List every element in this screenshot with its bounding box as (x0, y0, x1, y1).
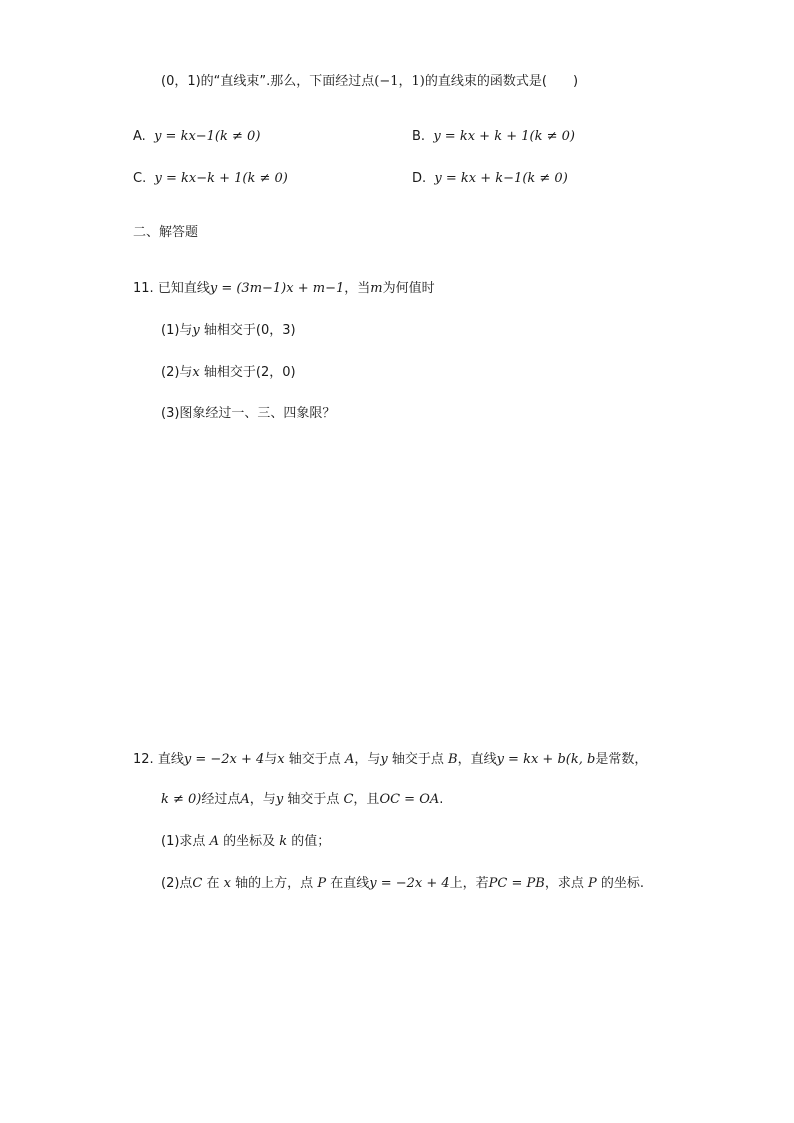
q12-stem-line1: 12. 直线y = −2x + 4与x 轴交于点 A，与y 轴交于点 B，直线y = kx + b(k, b是常数， (133, 752, 648, 767)
q11-stem: 11. 已知直线y = (3m−1)x + m−1，当m为何值时 (133, 281, 435, 296)
section-heading: 二、解答题 (133, 225, 199, 240)
q10-option-c: C. y = kx−k + 1(k ≠ 0) (133, 171, 288, 186)
q11-sub3: (3)图象经过一、三、四象限？ (161, 406, 336, 421)
q10-option-d: D. y = kx + k−1(k ≠ 0) (412, 171, 568, 186)
q10-option-b: B. y = kx + k + 1(k ≠ 0) (412, 129, 575, 144)
q10-stem: (0，1)的“直线束”.那么，下面经过点(−1，1)的直线束的函数式是( ) (161, 74, 579, 89)
q12-stem-line2: k ≠ 0)经过点A，与y 轴交于点 C，且OC = OA. (161, 792, 444, 807)
q12-sub1: (1)求点 A 的坐标及 k 的值； (161, 834, 331, 849)
q11-sub2: (2)与x 轴相交于(2，0) (161, 365, 296, 380)
q12-sub2: (2)点C 在 x 轴的上方，点 P 在直线y = −2x + 4上，若PC = PB，求点 P 的坐标. (161, 876, 645, 891)
q11-sub1: (1)与y 轴相交于(0，3) (161, 323, 296, 338)
q10-option-a: A. y = kx−1(k ≠ 0) (133, 129, 261, 144)
